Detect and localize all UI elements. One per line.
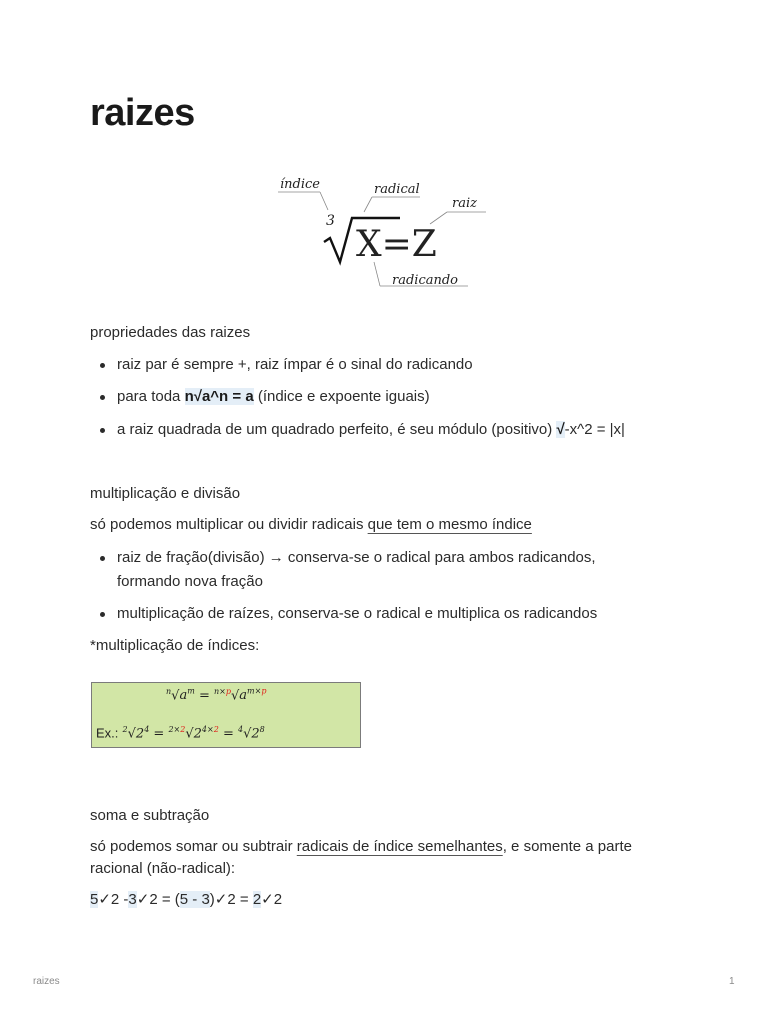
list-item: raiz par é sempre +, raiz ímpar é o sinal do radicando: [117, 353, 473, 377]
highlight-formula: n√a^n = a: [184, 388, 254, 405]
label-radicando: radicando: [392, 273, 458, 288]
index-number: 3: [326, 213, 335, 229]
formula-box: [91, 682, 361, 748]
text: só podemos multiplicar ou dividir radicais: [90, 516, 368, 533]
formula-general: $^n√a^m = ^{n\times p}√a^{m\times p}$: [166, 687, 267, 704]
list-item: [117, 546, 596, 594]
section-heading-soma: soma e subtração: [90, 807, 210, 824]
underlined-text: radicais de índice semelhantes: [296, 838, 503, 855]
text: a raiz quadrada de um quadrado perfeito, é seu módulo (positivo): [117, 421, 557, 438]
example-label: Ex.:: [96, 725, 119, 741]
text: -x^2 = |x|: [564, 421, 625, 438]
footer-title: raizes: [33, 976, 60, 987]
sum-expression: [90, 889, 282, 911]
underlined-text: que tem o mesmo índice: [367, 516, 532, 533]
list-item: multiplicação de raízes, conserva-se o radical e multiplica os radicandos: [117, 602, 597, 626]
text: racional (não-radical):: [90, 860, 236, 877]
highlight-number: 5: [90, 891, 99, 908]
paragraph: [90, 514, 532, 536]
section-heading-propriedades: propriedades das raizes: [90, 324, 251, 341]
text: raiz de fração(divisão) → conserva-se o radical para ambos radicandos,: [117, 549, 596, 566]
page-title: raizes: [90, 92, 195, 134]
expression: X=Z: [356, 224, 437, 265]
highlight-number: 2: [252, 891, 262, 908]
highlight-root: √: [556, 421, 565, 438]
section-heading-multiplicacao: multiplicação e divisão: [90, 485, 241, 502]
formula-example: Ex.: $^2√2^4 = ^{2\times 2}√2^{4\times 2} = ^4√2^8$: [96, 725, 265, 742]
text: ✓2 -: [98, 891, 129, 908]
page-number: 1: [729, 976, 735, 987]
list-item: [117, 385, 430, 409]
text: , e somente a parte: [502, 838, 632, 855]
label-indice: índice: [280, 177, 320, 192]
label-radical: radical: [374, 182, 420, 197]
text: só podemos somar ou subtrair: [90, 838, 297, 855]
list-item: [117, 418, 625, 442]
note: *multiplicação de índices:: [90, 637, 260, 654]
root-diagram: [272, 170, 492, 295]
text: ✓2 = (: [136, 891, 180, 908]
highlight-number: 3: [128, 891, 137, 908]
text: formando nova fração: [117, 573, 263, 590]
text: )✓2 =: [209, 891, 253, 908]
text: (índice e expoente iguais): [253, 388, 430, 405]
text: ✓2: [261, 891, 283, 908]
label-raiz: raiz: [452, 196, 477, 211]
highlight-number: 5 - 3: [179, 891, 210, 908]
paragraph: [90, 836, 632, 880]
text: para toda: [117, 388, 185, 405]
